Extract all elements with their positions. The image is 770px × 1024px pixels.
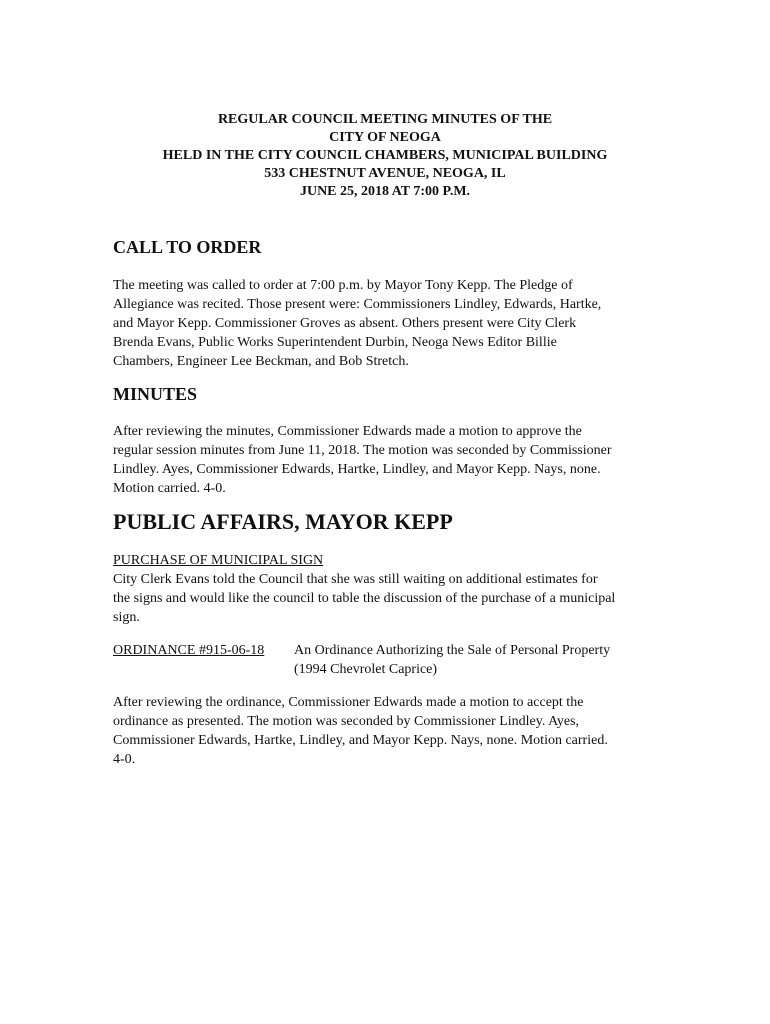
paragraph-line: Brenda Evans, Public Works Superintendent Durbin, Neoga News Editor Billie	[113, 335, 557, 350]
header-line-2: CITY OF NEOGA	[329, 130, 441, 145]
header-line-5: JUNE 25, 2018 AT 7:00 P.M.	[299, 184, 471, 199]
paragraph-line: the signs and would like the council to table the discussion of the purchase of a municipal	[113, 591, 616, 606]
paragraph-line: Chambers, Engineer Lee Beckman, and Bob Stretch.	[113, 354, 409, 369]
ordinance-description-line-2: (1994 Chevrolet Caprice)	[294, 662, 438, 677]
paragraph-line: sign.	[113, 610, 140, 625]
document-header	[0, 111, 770, 201]
paragraph-line: After reviewing the ordinance, Commissioner Edwards made a motion to accept the	[113, 695, 584, 710]
paragraph-line: Allegiance was recited. Those present were: Commissioners Lindley, Edwards, Hartke,	[113, 297, 602, 312]
paragraph-line: and Mayor Kepp. Commissioner Groves as absent. Others present were City Clerk	[113, 316, 577, 331]
ordinance-description	[294, 641, 610, 679]
header-line-3: HELD IN THE CITY COUNCIL CHAMBERS, MUNICIPAL BUILDING	[162, 148, 608, 163]
paragraph-line: 4-0.	[113, 752, 136, 767]
call-to-order-heading: CALL TO ORDER	[113, 237, 262, 257]
call-to-order-paragraph	[113, 276, 673, 371]
paragraph-line: ordinance as presented. The motion was seconded by Commissioner Lindley. Ayes,	[113, 714, 580, 729]
header-line-1: REGULAR COUNCIL MEETING MINUTES OF THE	[217, 112, 553, 127]
header-line-4: 533 CHESTNUT AVENUE, NEOGA, IL	[264, 166, 506, 181]
paragraph-line: The meeting was called to order at 7:00 p.m. by Mayor Tony Kepp. The Pledge of	[113, 278, 573, 293]
paragraph-line: Commissioner Edwards, Hartke, Lindley, and Mayor Kepp. Nays, none. Motion carried.	[113, 733, 608, 748]
paragraph-line: City Clerk Evans told the Council that she was still waiting on additional estimates for	[113, 572, 598, 587]
ordinance-paragraph	[113, 693, 673, 769]
minutes-heading: MINUTES	[113, 384, 198, 404]
ordinance-description-line-1: An Ordinance Authorizing the Sale of Personal Property	[294, 643, 611, 658]
purchase-sign-subheading: PURCHASE OF MUNICIPAL SIGN	[113, 553, 324, 568]
minutes-paragraph	[113, 422, 673, 498]
paragraph-line: regular session minutes from June 11, 2018. The motion was seconded by Commissioner	[113, 443, 612, 458]
paragraph-line: Lindley. Ayes, Commissioner Edwards, Hartke, Lindley, and Mayor Kepp. Nays, none.	[113, 462, 601, 477]
public-affairs-heading: PUBLIC AFFAIRS, MAYOR KEPP	[113, 509, 453, 534]
ordinance-number-label: ORDINANCE #915-06-18	[113, 643, 265, 658]
purchase-sign-paragraph	[113, 570, 673, 627]
paragraph-line: Motion carried. 4-0.	[113, 481, 226, 496]
paragraph-line: After reviewing the minutes, Commissioner Edwards made a motion to approve the	[113, 424, 582, 439]
